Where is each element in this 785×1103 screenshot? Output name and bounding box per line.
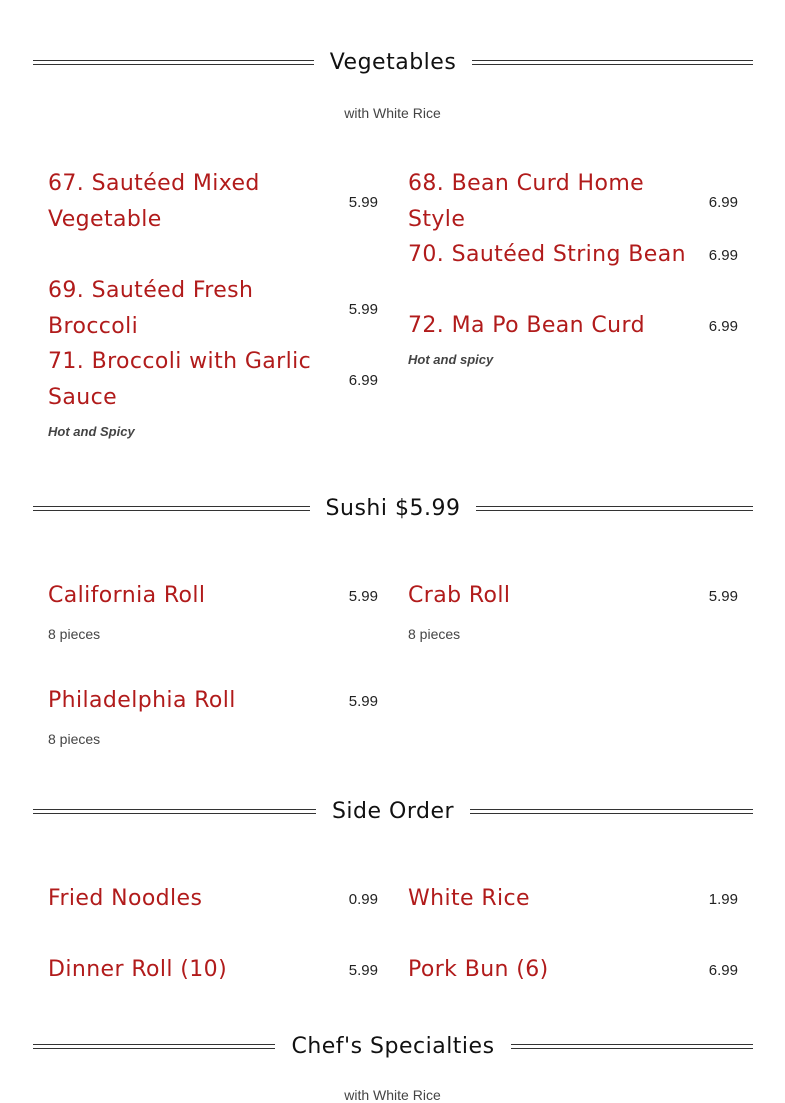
divider-right [470, 809, 753, 814]
item-name: Fried Noodles [48, 886, 203, 911]
menu-item[interactable] [408, 578, 738, 642]
item-name: 67. Sautéed Mixed Vegetable [48, 171, 260, 232]
section-header-vegetables [33, 42, 753, 82]
menu-item[interactable] [48, 952, 378, 988]
item-name: 69. Sautéed Fresh Broccoli [48, 278, 254, 339]
item-name: 70. Sautéed String Bean [408, 242, 686, 267]
item-name: White Rice [408, 886, 530, 911]
item-price: 5.99 [348, 692, 378, 710]
divider-left [33, 60, 314, 65]
section-header-side-order [33, 791, 753, 831]
menu-item[interactable] [48, 683, 378, 747]
item-price: 0.99 [348, 890, 378, 908]
menu-item[interactable] [408, 952, 738, 988]
menu-item[interactable] [48, 166, 378, 238]
item-description: 8 pieces [48, 731, 101, 747]
item-name: 71. Broccoli with Garlic Sauce [48, 349, 312, 410]
item-price: 5.99 [708, 587, 738, 605]
item-price: 5.99 [348, 587, 378, 605]
item-price: 6.99 [708, 193, 738, 211]
divider-right [511, 1044, 753, 1049]
section-subtitle: with White Rice [344, 105, 441, 121]
item-note: Hot and Spicy [48, 424, 135, 439]
item-price: 5.99 [348, 300, 378, 318]
menu-item[interactable] [408, 237, 738, 273]
item-price: 5.99 [348, 193, 378, 211]
item-note: Hot and spicy [408, 352, 494, 367]
item-name: 72. Ma Po Bean Curd [408, 313, 645, 338]
item-price: 5.99 [348, 961, 378, 979]
menu-item[interactable] [48, 881, 378, 917]
section-title: Side Order [331, 798, 455, 824]
item-name: 68. Bean Curd Home Style [408, 171, 645, 232]
item-name: California Roll [48, 583, 206, 608]
item-name: Pork Bun (6) [408, 957, 549, 982]
item-name: Philadelphia Roll [48, 688, 236, 713]
item-name: Crab Roll [408, 583, 511, 608]
divider-right [476, 506, 753, 511]
section-title: Vegetables [329, 49, 457, 75]
section-title: Chef's Specialties [291, 1033, 495, 1059]
item-price: 6.99 [348, 371, 378, 389]
section-header-chefs-specialties [33, 1026, 753, 1066]
item-description: 8 pieces [408, 626, 461, 642]
section-subtitle: with White Rice [344, 1087, 441, 1103]
menu-item[interactable] [408, 881, 738, 917]
menu-item[interactable] [48, 578, 378, 642]
item-price: 6.99 [708, 246, 738, 264]
item-name: Dinner Roll (10) [48, 957, 228, 982]
divider-right [472, 60, 753, 65]
section-header-sushi [33, 488, 753, 528]
item-price: 6.99 [708, 317, 738, 335]
divider-left [33, 506, 310, 511]
section-title: Sushi $5.99 [325, 495, 461, 521]
item-description: 8 pieces [48, 626, 101, 642]
menu-item[interactable] [408, 166, 738, 238]
divider-left [33, 1044, 275, 1049]
menu-item[interactable] [48, 344, 378, 439]
item-price: 6.99 [708, 961, 738, 979]
item-price: 1.99 [708, 890, 738, 908]
menu-item[interactable] [48, 273, 378, 345]
divider-left [33, 809, 316, 814]
menu-item[interactable] [408, 308, 738, 367]
